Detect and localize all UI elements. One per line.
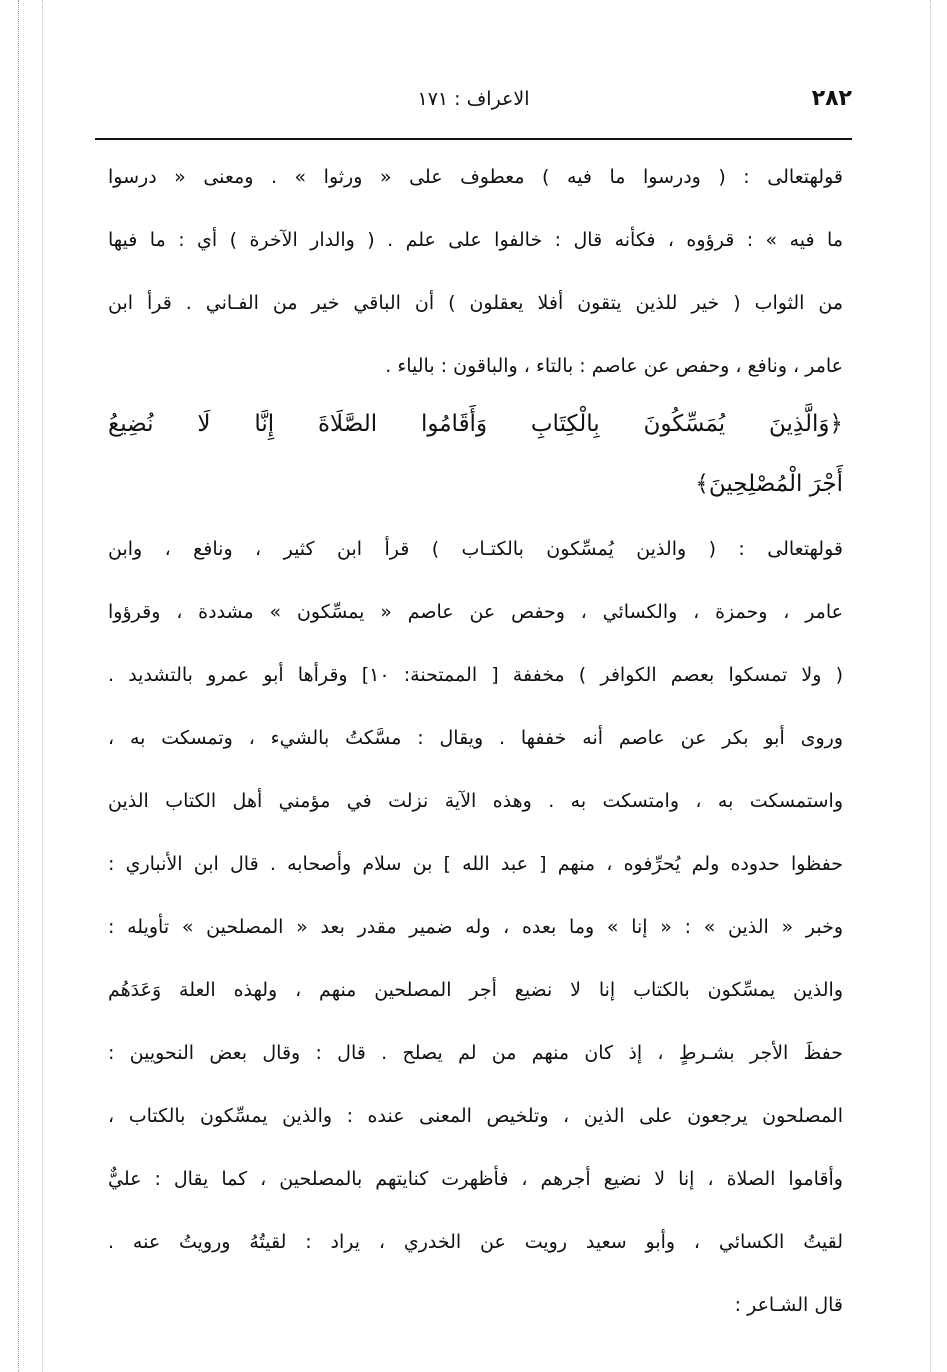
quran-verse — [108, 394, 843, 514]
text-line: ( ولا تمسكوا بعصم الكوافر ) مخففة [ الممتحنة: ١٠] وقرأها أبو عمرو بالتشديد . — [108, 664, 843, 686]
text-line: واستمسكت به ، وامتسكت به . وهذه الآية نزلت في مؤمني أهل الكتاب الذين — [108, 790, 843, 812]
text-line: قولهتعالى : ( والذين يُمسِّكون بالكتـاب ) قرأ ابن كثير ، ونافع ، وابن — [108, 538, 843, 560]
text-line: عامر ، ونافع ، وحفص عن عاصم : بالتاء ، والباقون : بالياء . — [385, 355, 843, 377]
page-header — [95, 84, 852, 124]
text-line: لقيتُ الكسائي ، وأبو سعيد رويت عن الخدري ، يراد : لقيتُهُ ورويتُ عنه . — [108, 1231, 843, 1253]
running-head: الاعراف : ١٧١ — [417, 88, 530, 110]
text-line: المصلحون يرجعون على الذين ، وتلخيص المعنى عنده : والذين يمسِّكون بالكتاب ، — [108, 1105, 843, 1127]
verse-line: أَجْرَ الْمُصْلِحِينَ﴾ — [695, 471, 843, 497]
text-line: حفظَ الأجر بشـرطٍ ، إذ كان منهم من لم يصلح . قال : وقال بعض النحويين : — [108, 1042, 843, 1064]
text-line: حفظوا حدوده ولم يُحرِّفوه ، منهم [ عبد الله ] بن سلام وأصحابه . قال ابن الأنباري : — [108, 853, 843, 875]
page-edge-dotted-line — [930, 0, 931, 1372]
text-line: قال الشـاعر : — [734, 1294, 843, 1316]
text-line: من الثواب ( خير للذين يتقون أفلا يعقلون ) أن الباقي خير من الفـاني . قرأ ابن — [108, 292, 843, 314]
text-line: وخبر « الذين » : « إنا » وما بعده ، وله ضمير مقدر بعد « المصلحين » تأويله : — [108, 916, 843, 938]
text-line: عامر ، وحمزة ، والكسائي ، وحفص عن عاصم « يمسِّكون » مشددة ، وقرؤوا — [108, 601, 843, 623]
page-edge-dotted-line — [42, 0, 43, 1372]
text-line: وأقاموا الصلاة ، إنا لا نضيع أجرهم ، فأظهرت كنايتهم بالمصلحين ، كما يقال : عليٌّ — [108, 1168, 843, 1190]
page-number: ٢٨٢ — [811, 86, 852, 111]
header-divider — [95, 138, 852, 140]
text-line: قولهتعالى : ( ودرسوا ما فيه ) معطوف على « ورثوا » . ومعنى « درسوا — [108, 166, 843, 188]
text-line: وروى أبو بكر عن عاصم أنه خففها . ويقال : مسَّكتُ بالشيء ، وتمسكت به ، — [108, 727, 843, 749]
text-line: ما فيه » : قرؤوه ، فكأنه قال : خالفوا على علم . ( والدار الآخرة ) أي : ما فيها — [108, 229, 843, 251]
text-line: والذين يمسِّكون بالكتاب إنا لا نضيع أجر المصلحين منهم ، ولهذه العلة وَعَدَهُم — [108, 979, 843, 1001]
verse-line: ﴿وَالَّذِينَ يُمَسِّكُونَ بِالْكِتَابِ وَأَقَامُوا الصَّلَاةَ إِنَّا لَا نُضِيعُ — [108, 411, 843, 437]
page-edge-dotted-line — [18, 0, 19, 1372]
paragraph-2 — [108, 518, 843, 1337]
paragraph-1 — [108, 146, 843, 398]
